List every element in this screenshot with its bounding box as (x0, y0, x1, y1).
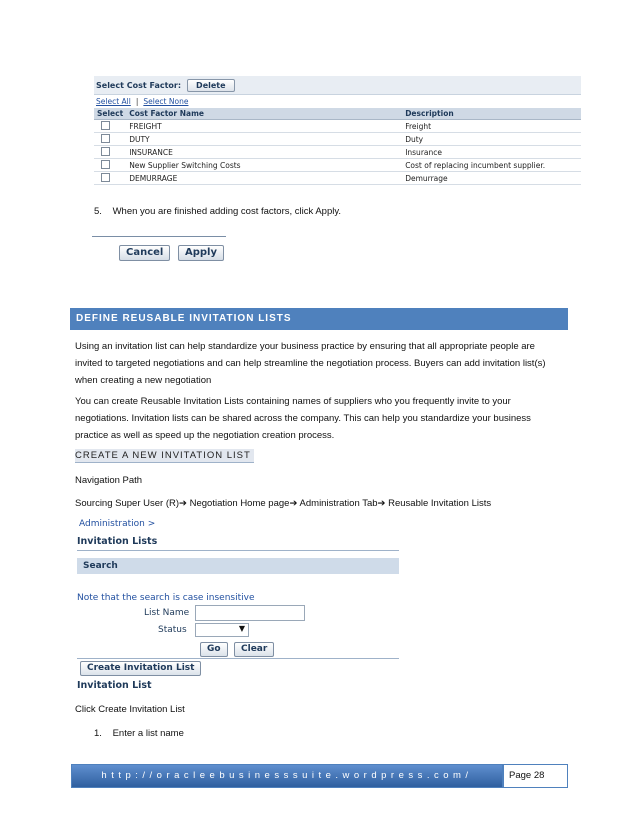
col-desc-header: Description (402, 108, 581, 120)
step-5 (94, 203, 341, 220)
cost-factor-name: DEMURRAGE (126, 172, 402, 185)
subheading: CREATE A NEW INVITATION LIST (75, 449, 254, 463)
select-cost-factor-label: Select Cost Factor: (96, 80, 182, 90)
table-row (94, 133, 581, 146)
step-text: When you are finished adding cost factors, click Apply. (112, 206, 342, 217)
chevron-down-icon: ▼ (238, 624, 245, 633)
step-text: Enter a list name (112, 728, 184, 739)
cost-factor-desc: Demurrage (402, 172, 581, 185)
breadcrumb[interactable]: Administration > (79, 519, 156, 529)
row-checkbox[interactable] (101, 134, 110, 143)
cost-factor-desc: Freight (402, 120, 581, 133)
select-all-link[interactable]: Select All (96, 97, 131, 106)
cost-factor-panel (94, 76, 581, 185)
clear-button[interactable]: Clear (234, 642, 274, 657)
paragraph-intro: Using an invitation list can help standardize your business practice by ensuring that all appropriate people are invited to targeted negotiations and can help streamline the negotiation process. Buyers can add invitation list(s) when creating a new negotiation (75, 341, 546, 386)
step-number: 5. (94, 206, 102, 217)
row-checkbox[interactable] (101, 147, 110, 156)
nav-step-lists: Reusable Invitation Lists (385, 498, 492, 509)
cost-factor-name: DUTY (126, 133, 402, 146)
section-heading: DEFINE REUSABLE INVITATION LISTS (70, 308, 568, 330)
table-row (94, 120, 581, 133)
list-name-input[interactable] (195, 605, 305, 621)
cost-factor-toolbar (94, 76, 581, 95)
page-title: Invitation Lists (77, 536, 158, 547)
row-checkbox[interactable] (101, 160, 110, 169)
search-note: Note that the search is case insensitive (77, 593, 255, 603)
step-1 (94, 725, 184, 742)
table-row (94, 159, 581, 172)
navigation-label: Navigation Path (75, 475, 143, 486)
link-separator: | (135, 97, 139, 106)
select-none-link[interactable]: Select None (143, 97, 189, 106)
invitation-lists-screen (77, 519, 399, 689)
search-divider (77, 658, 399, 659)
nav-step-responsibility: Sourcing Super User (R) (75, 498, 180, 509)
table-header-row (94, 108, 581, 120)
title-underline (77, 550, 399, 551)
go-button[interactable]: Go (200, 642, 228, 657)
cost-factor-name: New Supplier Switching Costs (126, 159, 402, 172)
cost-factor-table (94, 108, 581, 185)
cost-factor-desc: Duty (402, 133, 581, 146)
table-row (94, 172, 581, 185)
search-header: Search (77, 558, 399, 574)
footer-url: http://oracleebusinesssuite.wordpress.com/ (72, 765, 502, 787)
create-invitation-list-button[interactable]: Create Invitation List (80, 661, 201, 676)
click-create-instruction: Click Create Invitation List (75, 704, 185, 715)
cost-factor-desc: Insurance (402, 146, 581, 159)
col-name-header: Cost Factor Name (126, 108, 402, 120)
status-select[interactable] (195, 623, 249, 637)
cost-factor-name: FREIGHT (126, 120, 402, 133)
table-row (94, 146, 581, 159)
col-select-header: Select (94, 108, 126, 120)
cost-factor-name: INSURANCE (126, 146, 402, 159)
step-number: 1. (94, 728, 102, 739)
list-name-label: List Name (144, 608, 190, 618)
nav-step-home: Negotiation Home page (186, 498, 290, 509)
navigation-path (75, 495, 491, 512)
row-checkbox[interactable] (101, 121, 110, 130)
nav-step-admin: Administration Tab (297, 498, 378, 509)
results-title: Invitation List (77, 680, 152, 689)
apply-button[interactable]: Apply (178, 245, 224, 261)
row-checkbox[interactable] (101, 173, 110, 182)
paragraph-reusable: You can create Reusable Invitation Lists containing names of suppliers who you frequently invite to your negotiations. Invitation lists can be shared across the company. This can help you standardize your business practice as well as speed up the negotiation creation process. (75, 396, 531, 441)
status-label: Status (158, 625, 187, 635)
page-footer (71, 764, 568, 788)
page-number: Page 28 (502, 765, 567, 787)
arrow-icon: ➔ (289, 498, 298, 509)
cost-factor-desc: Cost of replacing incumbent supplier. (402, 159, 581, 172)
divider-line (92, 236, 226, 237)
delete-button[interactable]: Delete (187, 79, 234, 92)
selection-links (94, 95, 581, 108)
arrow-icon: ➔ (377, 498, 386, 509)
cancel-button[interactable]: Cancel (119, 245, 170, 261)
arrow-icon: ➔ (179, 498, 187, 509)
